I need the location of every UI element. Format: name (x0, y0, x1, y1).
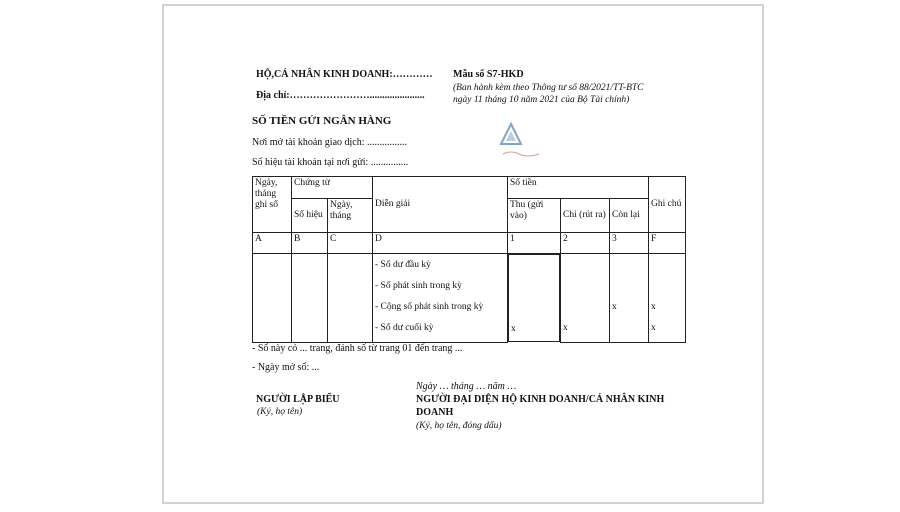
representative-title-line2: DOANH (416, 407, 454, 418)
mark-x: x (651, 323, 656, 333)
issued-note-line1: (Ban hành kèm theo Thông tư số 88/2021/TT-BTC (453, 83, 644, 93)
row-closing-balance: - Số dư cuối kỳ (375, 323, 434, 333)
document-title: SỐ TIỀN GỬI NGÂN HÀNG (252, 115, 392, 127)
mark-x: x (651, 302, 656, 312)
body-description (373, 254, 508, 343)
business-name-line: HỘ,CÁ NHÂN KINH DOANH:………… (256, 69, 433, 80)
code-cell: 1 (508, 233, 561, 254)
form-number: Mẫu số S7-HKD (453, 69, 524, 80)
account-number-field: Số hiệu tài khoản tại nơi gửi: ............... (252, 157, 409, 168)
issued-note-line2: ngày 11 tháng 10 năm 2021 của Bộ Tài chính) (453, 95, 630, 105)
code-cell: B (292, 233, 328, 254)
header-deposit: Thu (gửi vào) (508, 199, 561, 233)
body-balance (610, 254, 649, 343)
body-note (649, 254, 686, 343)
code-cell: C (328, 233, 373, 254)
header-voucher-date: Ngày, tháng (328, 199, 373, 233)
header-amount: Số tiền (508, 177, 649, 199)
address-line: Địa chỉ:……………………...................... (256, 90, 425, 101)
row-period-total: - Cộng số phát sinh trong kỳ (375, 302, 484, 312)
code-cell: 3 (610, 233, 649, 254)
code-cell: F (649, 233, 686, 254)
header-withdraw: Chi (rút ra) (561, 199, 610, 233)
header-balance: Còn lại (610, 199, 649, 233)
header-date: Ngày, tháng ghi sổ (253, 177, 292, 233)
bank-place-field: Nơi mở tài khoản giao dịch: ................ (252, 137, 407, 148)
pages-note: - Sổ này có ... trang, đánh số từ trang 01 đến trang ... (252, 343, 463, 354)
representative-hint: (Ký, họ tên, đóng dấu) (416, 421, 502, 431)
mark-x: x (511, 324, 516, 334)
code-cell: A (253, 233, 292, 254)
row-opening-balance: - Số dư đầu kỳ (375, 260, 431, 270)
row-period-transactions: - Số phát sinh trong kỳ (375, 281, 462, 291)
mark-x: x (563, 323, 568, 333)
representative-title-line1: NGƯỜI ĐẠI DIỆN HỘ KINH DOANH/CÁ NHÂN KINH (416, 394, 665, 405)
body-deposit (508, 254, 560, 342)
header-voucher: Chứng từ (292, 177, 373, 199)
header-description: Diễn giải (373, 177, 508, 233)
header-voucher-number: Số hiệu (292, 199, 328, 233)
header-note: Ghi chú (649, 177, 686, 233)
body-voucher-number (292, 254, 328, 343)
body-withdraw (561, 254, 610, 343)
signature-date-line: Ngày … tháng … năm … (416, 381, 517, 392)
triangle-a-logo-icon (499, 122, 549, 162)
preparer-title: NGƯỜI LẬP BIỂU (256, 394, 340, 405)
code-cell: D (373, 233, 508, 254)
body-voucher-date (328, 254, 373, 343)
body-date (253, 254, 292, 343)
open-date-note: - Ngày mở sổ: ... (252, 362, 320, 373)
code-cell: 2 (561, 233, 610, 254)
ledger-table (252, 176, 686, 343)
preparer-hint: (Ký, họ tên) (257, 407, 303, 417)
mark-x: x (612, 302, 617, 312)
